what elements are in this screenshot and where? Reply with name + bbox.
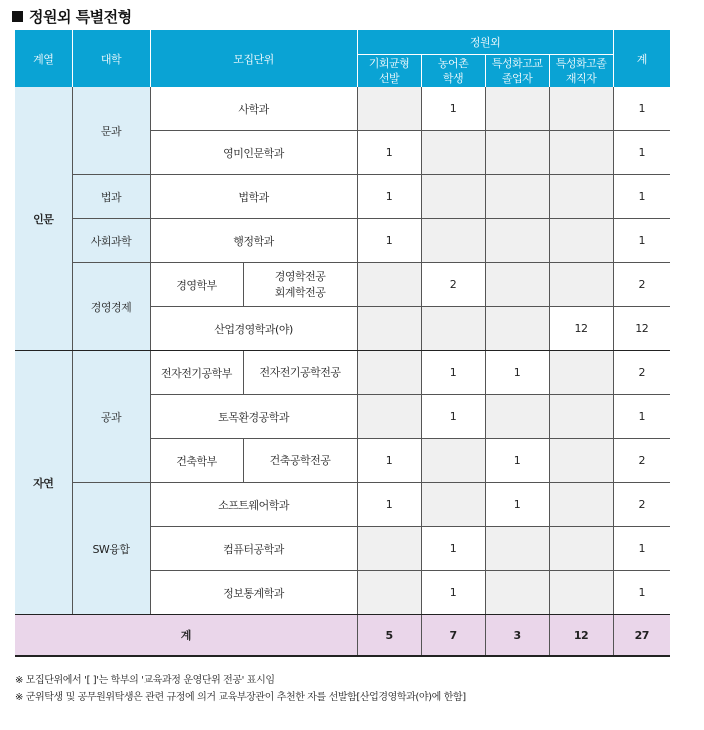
value-cell: 1 <box>421 527 485 571</box>
row-total-cell: 1 <box>613 87 670 131</box>
header-college: 대학 <box>72 30 150 87</box>
total-value-cell: 12 <box>549 615 613 657</box>
value-cell <box>421 131 485 175</box>
value-cell <box>357 351 421 395</box>
table-row <box>15 219 670 263</box>
value-cell <box>549 263 613 307</box>
value-cell <box>485 263 549 307</box>
value-cell: 1 <box>357 131 421 175</box>
unit-cell: 경영학부 <box>150 263 243 307</box>
unit-cell: 법학과 <box>150 175 357 219</box>
track-humanities: 인문 <box>15 87 72 351</box>
unit-cell: 전자전기공학부 <box>150 351 243 395</box>
footnote: ※ 모집단위에서 '[ ]'는 학부의 '교육과정 운영단위 전공' 표시임 <box>15 675 275 686</box>
value-cell: 1 <box>357 483 421 527</box>
sub-unit-cell: 전자전기공학전공 <box>243 351 357 395</box>
header-total: 계 <box>613 30 670 87</box>
page-title <box>12 6 132 27</box>
unit-cell: 컴퓨터공학과 <box>150 527 357 571</box>
row-total-cell: 2 <box>613 439 670 483</box>
sub-unit-cell: 경영학전공 회계학전공 <box>243 263 357 307</box>
value-cell <box>357 87 421 131</box>
value-cell <box>485 307 549 351</box>
header-unit: 모집단위 <box>150 30 357 87</box>
square-bullet-icon <box>12 11 23 22</box>
value-cell <box>357 263 421 307</box>
totals-label: 계 <box>15 615 357 657</box>
value-cell <box>357 307 421 351</box>
row-total-cell: 1 <box>613 571 670 615</box>
total-value-cell: 7 <box>421 615 485 657</box>
row-total-cell: 1 <box>613 527 670 571</box>
unit-cell: 영미인문학과 <box>150 131 357 175</box>
value-cell: 1 <box>485 439 549 483</box>
table-row <box>15 175 670 219</box>
table-row <box>15 87 670 131</box>
value-cell: 1 <box>421 571 485 615</box>
header-col-4: 특성화고졸 재직자 <box>549 55 613 88</box>
row-total-cell: 1 <box>613 175 670 219</box>
value-cell <box>485 571 549 615</box>
value-cell: 12 <box>549 307 613 351</box>
value-cell: 1 <box>485 483 549 527</box>
row-total-cell: 2 <box>613 351 670 395</box>
college-law: 법과 <box>72 175 150 219</box>
college-engineering: 공과 <box>72 351 150 483</box>
unit-cell: 건축학부 <box>150 439 243 483</box>
row-total-cell: 1 <box>613 219 670 263</box>
value-cell <box>357 571 421 615</box>
value-cell <box>357 395 421 439</box>
value-cell <box>485 219 549 263</box>
table-row <box>15 263 670 307</box>
value-cell <box>421 483 485 527</box>
college-sw: SW융합 <box>72 483 150 615</box>
totals-row <box>15 615 670 657</box>
value-cell <box>549 395 613 439</box>
footnotes <box>15 672 466 706</box>
unit-cell: 정보통계학과 <box>150 571 357 615</box>
admission-table <box>15 30 670 657</box>
value-cell <box>421 175 485 219</box>
value-cell <box>421 439 485 483</box>
track-science: 자연 <box>15 351 72 615</box>
value-cell <box>549 483 613 527</box>
value-cell <box>357 527 421 571</box>
value-cell <box>549 439 613 483</box>
value-cell <box>549 87 613 131</box>
unit-cell: 토목환경공학과 <box>150 395 357 439</box>
college-social: 사회과학 <box>72 219 150 263</box>
unit-cell: 소프트웨어학과 <box>150 483 357 527</box>
value-cell <box>421 219 485 263</box>
grand-total-cell: 27 <box>613 615 670 657</box>
row-total-cell: 1 <box>613 395 670 439</box>
value-cell <box>549 571 613 615</box>
college-business: 경영경제 <box>72 263 150 351</box>
row-total-cell: 1 <box>613 131 670 175</box>
value-cell: 1 <box>357 175 421 219</box>
value-cell: 1 <box>421 351 485 395</box>
header-track: 계열 <box>15 30 72 87</box>
header-col-2: 농어촌 학생 <box>421 55 485 88</box>
value-cell: 1 <box>421 87 485 131</box>
value-cell <box>549 175 613 219</box>
unit-cell: 행정학과 <box>150 219 357 263</box>
value-cell <box>485 87 549 131</box>
row-total-cell: 2 <box>613 263 670 307</box>
value-cell <box>549 527 613 571</box>
value-cell: 1 <box>485 351 549 395</box>
header-col-1: 기회균형 선발 <box>357 55 421 88</box>
footnote: ※ 군위탁생 및 공무원위탁생은 관련 규정에 의거 교육부장관이 추천한 자를 선발함[산업경영학과(야)에 한함] <box>15 692 466 703</box>
sub-unit-cell: 건축공학전공 <box>243 439 357 483</box>
value-cell <box>549 351 613 395</box>
value-cell <box>485 395 549 439</box>
total-value-cell: 5 <box>357 615 421 657</box>
header-col-3: 특성화고교 졸업자 <box>485 55 549 88</box>
row-total-cell: 12 <box>613 307 670 351</box>
value-cell <box>485 131 549 175</box>
total-value-cell: 3 <box>485 615 549 657</box>
unit-cell: 사학과 <box>150 87 357 131</box>
college-liberal: 문과 <box>72 87 150 175</box>
table-row <box>15 483 670 527</box>
header-group: 정원외 <box>357 30 613 55</box>
title-text: 정원외 특별전형 <box>29 8 132 26</box>
value-cell <box>421 307 485 351</box>
value-cell <box>549 131 613 175</box>
value-cell <box>485 527 549 571</box>
row-total-cell: 2 <box>613 483 670 527</box>
value-cell <box>485 175 549 219</box>
value-cell: 1 <box>421 395 485 439</box>
value-cell <box>549 219 613 263</box>
unit-cell: 산업경영학과(야) <box>150 307 357 351</box>
table-row <box>15 351 670 395</box>
value-cell: 2 <box>421 263 485 307</box>
value-cell: 1 <box>357 439 421 483</box>
value-cell: 1 <box>357 219 421 263</box>
